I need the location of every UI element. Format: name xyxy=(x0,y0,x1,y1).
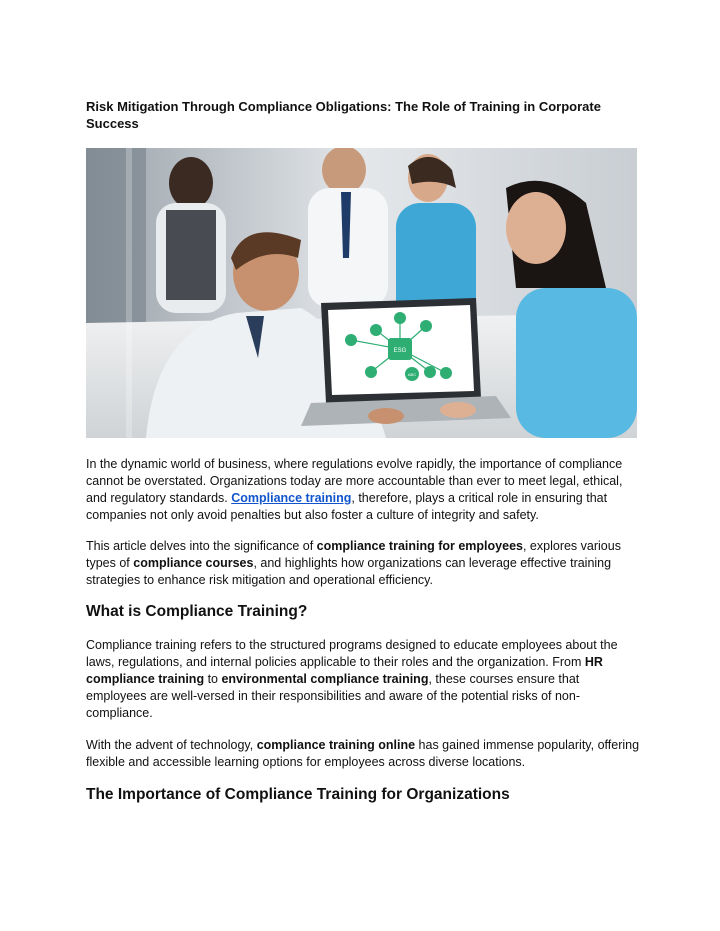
s1-p1-text-2: to xyxy=(204,672,222,686)
intro-p2-text-1: This article delves into the significance of xyxy=(86,539,317,553)
s1-p1-text-1: Compliance training refers to the structured programs designed to educate employees about the laws, regulations, and internal policies applicable to their roles and the organization. From xyxy=(86,638,618,669)
document-title: Risk Mitigation Through Compliance Obligations: The Role of Training in Corporate Success xyxy=(86,99,601,131)
intro-p2-bold-1: compliance training for employees xyxy=(316,539,523,553)
screen-label-abc: ABC xyxy=(407,372,417,377)
office-photo-illustration xyxy=(86,148,637,438)
section-heading-importance: The Importance of Compliance Training for Organizations xyxy=(86,786,510,803)
intro-paragraph-1 xyxy=(86,456,642,524)
section-heading-what-is: What is Compliance Training? xyxy=(86,603,308,620)
hero-image xyxy=(86,148,637,438)
section1-paragraph-2 xyxy=(86,737,642,771)
section1-paragraph-1 xyxy=(86,637,642,722)
s1-p1-bold-2: environmental compliance training xyxy=(221,672,429,686)
compliance-training-link[interactable]: Compliance training xyxy=(231,491,352,505)
s1-p2-text-1: With the advent of technology, xyxy=(86,738,257,752)
s1-p1-bold-1: HR compliance training xyxy=(86,655,603,686)
s1-p2-bold-1: compliance training online xyxy=(256,738,416,752)
intro-p2-text-3: , and highlights how organizations can leverage effective training strategies to enhance risk mitigation and operational efficiency. xyxy=(86,556,612,587)
intro-paragraph-2 xyxy=(86,538,642,589)
intro-p1-text-1: In the dynamic world of business, where regulations evolve rapidly, the importance of compliance cannot be overstated. Organizations today are more accountable than ever to meet legal, ethical, and regulatory standards. xyxy=(86,457,623,505)
s1-p1-text-3: , these courses ensure that employees are well-versed in their responsibilities and aware of the potential risks of non-compliance. xyxy=(86,672,581,720)
s1-p2-text-2: has gained immense popularity, offering flexible and accessible learning options for employees across diverse locations. xyxy=(86,738,640,769)
intro-p2-bold-2: compliance courses xyxy=(133,556,254,570)
screen-label-esg: ESG xyxy=(393,348,407,354)
intro-p1-text-2: , therefore, plays a critical role in ensuring that companies not only avoid penalties but also foster a culture of integrity and safety. xyxy=(86,491,608,522)
intro-p2-text-2: , explores various types of xyxy=(86,539,621,570)
